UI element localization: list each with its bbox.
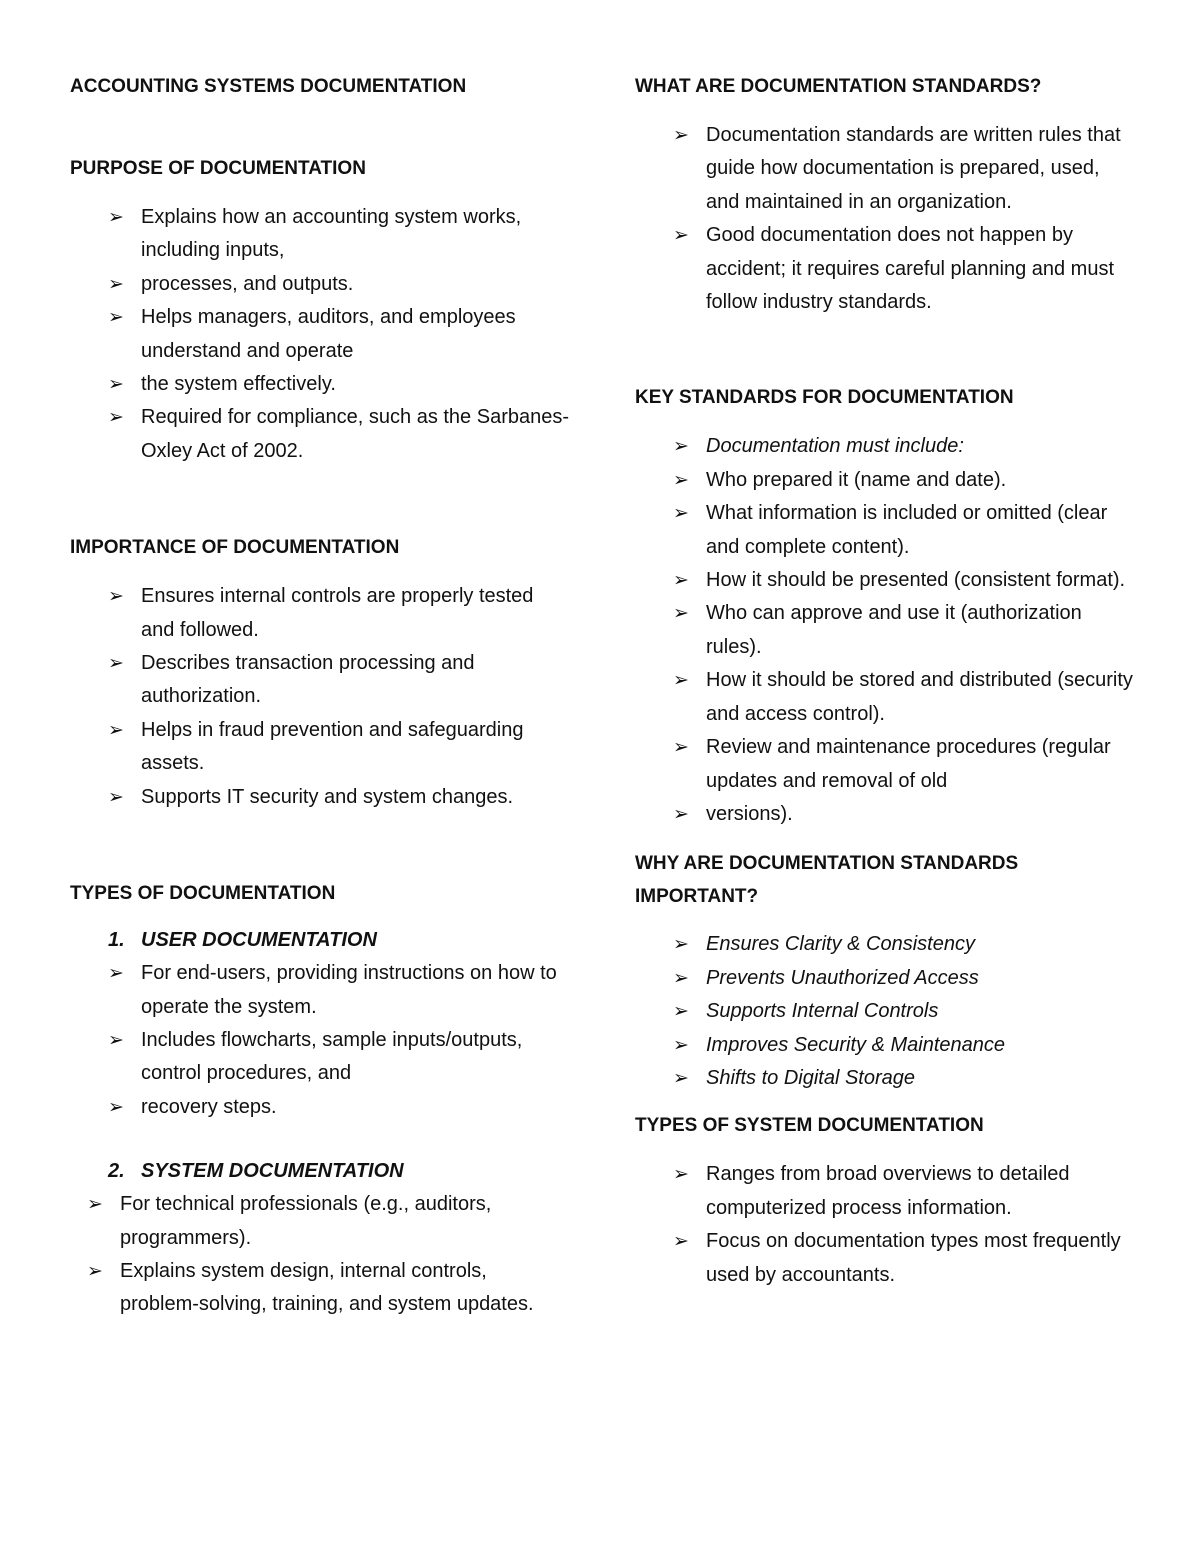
list-item: ➢ Focus on documentation types most frequently used by accountants. [635, 1225, 1135, 1292]
arrow-bullet-icon: ➢ [673, 934, 689, 956]
list-item: ➢ For end-users, providing instructions on how to operate the system. [70, 957, 570, 1024]
list-item: ➢ Helps managers, auditors, and employees understand and operate [70, 301, 570, 368]
list-item: ➢ Who prepared it (name and date). [635, 464, 1135, 497]
list-item: ➢ Who can approve and use it (authorization rules). [635, 597, 1135, 664]
arrow-bullet-icon: ➢ [673, 1231, 689, 1253]
arrow-bullet-icon: ➢ [673, 603, 689, 625]
list-item: ➢ recovery steps. [70, 1091, 570, 1124]
user-documentation-list [70, 957, 570, 1124]
list-item: ➢ Good documentation does not happen by accident; it requires careful planning and must follow industry standards. [635, 219, 1135, 319]
arrow-bullet-icon: ➢ [673, 125, 689, 146]
key-standards-heading: KEY STANDARDS FOR DOCUMENTATION [635, 387, 1014, 409]
arrow-bullet-icon: ➢ [108, 653, 124, 675]
arrow-bullet-icon: ➢ [108, 586, 124, 608]
list-item: ➢ Ensures internal controls are properly tested and followed. [70, 580, 570, 647]
list-item: ➢ Supports Internal Controls [635, 995, 1135, 1028]
importance-heading: IMPORTANCE OF DOCUMENTATION [70, 537, 400, 559]
arrow-bullet-icon: ➢ [673, 1067, 689, 1089]
list-item: ➢ Supports IT security and system changes. [70, 781, 570, 814]
purpose-list [70, 201, 570, 468]
right-column [635, 70, 1135, 1292]
arrow-bullet-icon: ➢ [673, 967, 689, 989]
user-documentation-heading: 1. USER DOCUMENTATION [108, 929, 377, 952]
list-item: ➢ processes, and outputs. [70, 268, 570, 301]
list-item: ➢ Includes flowcharts, sample inputs/outputs, control procedures, and [70, 1024, 570, 1091]
list-item: ➢ the system effectively. [70, 368, 570, 401]
arrow-bullet-icon: ➢ [673, 737, 689, 759]
arrow-bullet-icon: ➢ [673, 1164, 689, 1186]
why-heading: WHY ARE DOCUMENTATION STANDARDS IMPORTANT? [635, 853, 1019, 908]
arrow-bullet-icon: ➢ [87, 1260, 103, 1282]
list-item: ➢ Ensures Clarity & Consistency [635, 928, 1135, 961]
arrow-bullet-icon: ➢ [673, 503, 689, 525]
list-item: ➢ Describes transaction processing and authorization. [70, 647, 570, 714]
list-item: ➢ versions). [635, 798, 1135, 831]
document-title: ACCOUNTING SYSTEMS DOCUMENTATION [70, 76, 467, 97]
arrow-bullet-icon: ➢ [673, 436, 689, 458]
what-list [635, 119, 1135, 319]
list-item: ➢ What information is included or omitted (clear and complete content). [635, 497, 1135, 564]
list-item: ➢ Documentation standards are written rules that guide how documentation is prepared, used, and maintained in an organization. [635, 119, 1135, 219]
list-item: ➢ Review and maintenance procedures (regular updates and removal of old [635, 731, 1135, 798]
system-types-list [635, 1158, 1135, 1292]
what-heading: WHAT ARE DOCUMENTATION STANDARDS? [635, 76, 1042, 97]
arrow-bullet-icon: ➢ [673, 570, 689, 592]
list-item: ➢ For technical professionals (e.g., auditors, programmers). [70, 1188, 570, 1255]
importance-list [70, 580, 570, 814]
arrow-bullet-icon: ➢ [673, 803, 689, 825]
list-item: ➢ Explains how an accounting system works, including inputs, [70, 201, 570, 268]
list-item: ➢ Prevents Unauthorized Access [635, 962, 1135, 995]
list-item: ➢ Documentation must include: [635, 430, 1135, 463]
arrow-bullet-icon: ➢ [673, 1001, 689, 1023]
arrow-bullet-icon: ➢ [673, 469, 689, 491]
arrow-bullet-icon: ➢ [108, 207, 124, 228]
key-standards-list [635, 430, 1135, 831]
arrow-bullet-icon: ➢ [108, 963, 124, 985]
arrow-bullet-icon: ➢ [108, 719, 124, 741]
left-column [70, 70, 570, 1322]
system-documentation-heading: 2. SYSTEM DOCUMENTATION [108, 1160, 404, 1183]
list-item: ➢ Ranges from broad overviews to detailed computerized process information. [635, 1158, 1135, 1225]
list-item: ➢ How it should be presented (consistent format). [635, 564, 1135, 597]
arrow-bullet-icon: ➢ [673, 1034, 689, 1056]
list-item: ➢ Required for compliance, such as the Sarbanes-Oxley Act of 2002. [70, 401, 570, 468]
arrow-bullet-icon: ➢ [673, 670, 689, 692]
arrow-bullet-icon: ➢ [108, 374, 124, 396]
arrow-bullet-icon: ➢ [108, 786, 124, 808]
list-item: ➢ Helps in fraud prevention and safeguarding assets. [70, 714, 570, 781]
arrow-bullet-icon: ➢ [108, 407, 124, 429]
arrow-bullet-icon: ➢ [87, 1194, 103, 1216]
why-list [635, 928, 1135, 1095]
list-item: ➢ Improves Security & Maintenance [635, 1029, 1135, 1062]
arrow-bullet-icon: ➢ [108, 1096, 124, 1118]
list-item: ➢ Shifts to Digital Storage [635, 1062, 1135, 1095]
list-item: ➢ How it should be stored and distributed (security and access control). [635, 664, 1135, 731]
arrow-bullet-icon: ➢ [108, 307, 124, 329]
system-types-heading: TYPES OF SYSTEM DOCUMENTATION [635, 1115, 984, 1137]
system-documentation-list [70, 1188, 570, 1322]
purpose-heading: PURPOSE OF DOCUMENTATION [70, 158, 366, 179]
arrow-bullet-icon: ➢ [108, 1029, 124, 1051]
arrow-bullet-icon: ➢ [673, 225, 689, 247]
list-item: ➢ Explains system design, internal controls, problem-solving, training, and system updates. [70, 1255, 570, 1322]
arrow-bullet-icon: ➢ [108, 273, 124, 295]
types-heading: TYPES OF DOCUMENTATION [70, 883, 336, 905]
